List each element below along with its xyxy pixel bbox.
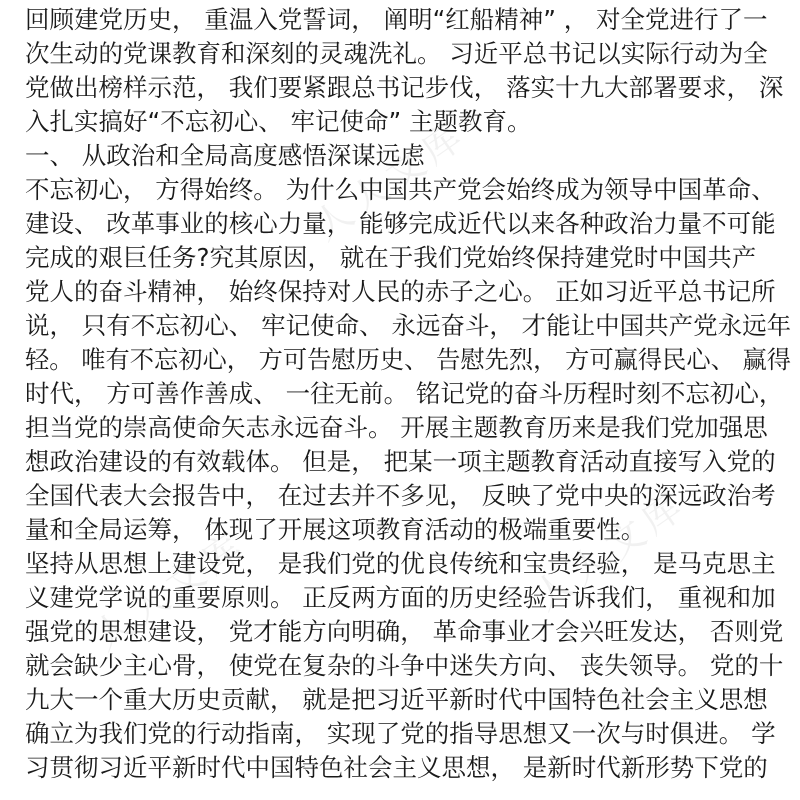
text-line: 入扎实搞好“不忘初心、 牢记使命” 主题教育。 xyxy=(25,107,532,136)
text-line: 回顾建党历史， 重温入党誓词， 阐明“红船精神” ， 对全党进行了一 xyxy=(25,5,768,34)
watermark: 人人文库 xyxy=(85,521,255,659)
text-line: 时代， 方可善作善成、 一往无前。 铭记党的奋斗历程时刻不忘初心， xyxy=(25,379,784,408)
text-line: 建设、 改革事业的核心力量， 能够完成近代以来各种政治力量不可能 xyxy=(25,209,776,238)
text-line: 党做出榜样示范， 我们要紧跟总书记步伐， 落实十九大部署要求， 深 xyxy=(25,73,784,102)
text-line: 九大一个重大历史贡献， 就是把习近平新时代中国特色社会主义思想 xyxy=(25,685,768,714)
text-line: 坚持从思想上建设党， 是我们党的优良传统和宝贵经验， 是马克思主 xyxy=(25,549,776,578)
text-line: 次生动的党课教育和深刻的灵魂洗礼。 习近平总书记以实际行动为全 xyxy=(25,39,768,68)
text-line: 想政治建设的有效载体。 但是， 把某一项主题教育活动直接写入党的 xyxy=(25,447,776,476)
watermark: 人人文库 xyxy=(305,111,475,249)
text-line: 轻。 唯有不忘初心， 方可告慰历史、 告慰先烈， 方可赢得民心、 赢得 xyxy=(25,345,792,374)
text-line: 党人的奋斗精神， 始终保持对人民的赤子之心。 正如习近平总书记所 xyxy=(25,277,776,306)
text-line: 说， 只有不忘初心、 牢记使命、 永远奋斗， 才能让中国共产党永远年 xyxy=(25,311,792,340)
text-line: 不忘初心， 方得始终。 为什么中国共产党会始终成为领导中国革命、 xyxy=(25,175,776,204)
text-line: 强党的思想建设， 党才能方向明确， 革命事业才会兴旺发达， 否则党 xyxy=(25,617,784,646)
text-line: 义建党学说的重要原则。 正反两方面的历史经验告诉我们， 重视和加 xyxy=(25,583,776,612)
text-line: 确立为我们党的行动指南， 实现了党的指导思想又一次与时俱进。 学 xyxy=(25,719,776,748)
text-line: 习贯彻习近平新时代中国特色社会主义思想， 是新时代新形势下党的 xyxy=(25,753,768,782)
watermark: 人人文库 xyxy=(525,481,695,619)
text-line: 全国代表大会报告中， 在过去并不多见， 反映了党中央的深远政治考 xyxy=(25,481,776,510)
text-line: 就会缺少主心骨， 使党在复杂的斗争中迷失方向、 丧失领导。 党的十 xyxy=(25,651,784,680)
text-line: 完成的艰巨任务?究其原因， 就在于我们党始终保持建党时中国共产 xyxy=(25,243,757,272)
section-heading: 一、 从政治和全局高度感悟深谋远虑 xyxy=(25,141,425,170)
text-line: 量和全局运筹， 体现了开展这项教育活动的极端重要性。 xyxy=(25,515,646,544)
text-line: 担当党的崇高使命矢志永远奋斗。 开展主题教育历来是我们党加强思 xyxy=(25,413,768,442)
